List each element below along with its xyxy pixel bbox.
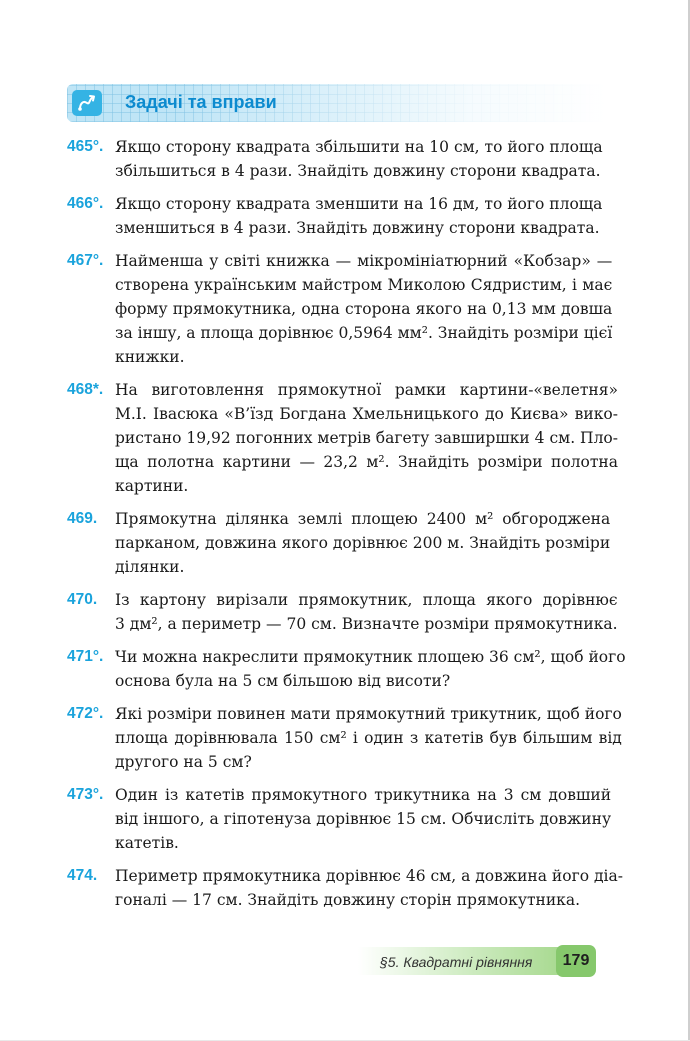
- problem-number: 466°.: [67, 195, 104, 212]
- problem-text-line: за іншу, а площа дорівнює 0,5964 мм². Знайдіть розміри цієї: [115, 324, 613, 342]
- problem-text-line: зменшиться в 4 рази. Знайдіть довжину сторони квадрата.: [115, 219, 600, 237]
- problem-number: 469.: [67, 510, 98, 527]
- problem-text-line: Чи можна накреслити прямокутник площею 36 см², щоб його: [115, 648, 626, 666]
- chapter-label: §5. Квадратні рівняння: [380, 954, 533, 970]
- problem-text-line: форму прямокутника, одна сторона якого на 0,13 мм довша: [115, 300, 613, 318]
- problem-text-line: На виготовлення прямокутної рамки картини-«велетня»: [115, 381, 618, 399]
- problem-item: [67, 192, 603, 240]
- problem-number: 468*.: [67, 381, 104, 398]
- problem-text-line: Прямокутна ділянка землі площею 2400 м² обгороджена: [115, 510, 611, 528]
- problem-number: 472°.: [67, 705, 104, 722]
- problem-item: [67, 378, 618, 498]
- problem-item: [67, 783, 612, 855]
- problem-number: 474.: [67, 867, 98, 884]
- problem-item: [67, 135, 603, 183]
- problem-number: 467°.: [67, 252, 104, 269]
- page-footer: [358, 943, 596, 979]
- problem-item: [67, 507, 611, 579]
- problem-text-line: Які розміри повинен мати прямокутний трикутник, щоб його: [115, 705, 622, 723]
- problem-text: [115, 135, 603, 183]
- problem-text-line: основа була на 5 см більшою від висоти?: [115, 672, 451, 690]
- problem-text-line: Периметр прямокутника дорівнює 46 см, а довжина його діа-: [115, 867, 623, 885]
- problem-text-line: Якщо сторону квадрата збільшити на 10 см, то його площа: [115, 138, 603, 156]
- problem-text: [115, 507, 610, 579]
- problem-text: [115, 192, 602, 240]
- problem-text-line: книжки.: [115, 348, 185, 366]
- problem-number: 470.: [67, 591, 98, 608]
- problem-text-line: 3 дм², а периметр — 70 см. Визначте розміри прямокутника.: [115, 615, 618, 633]
- problem-text-line: катетів.: [115, 834, 179, 852]
- problem-number: 473°.: [67, 786, 104, 803]
- problem-item: [67, 645, 626, 693]
- problem-text-line: картини.: [115, 477, 189, 495]
- section-title: Задачі та вправи: [125, 92, 277, 112]
- problem-text: [115, 783, 611, 855]
- problem-text-line: збільшиться в 4 рази. Знайдіть довжину сторони квадрата.: [115, 162, 601, 180]
- problem-text-line: створена українським майстром Миколою Сядристим, і має: [115, 276, 613, 294]
- problem-text-line: Із картону вирізали прямокутник, площа якого дорівнює: [115, 591, 618, 609]
- problem-text-line: гоналі — 17 см. Знайдіть довжину сторін прямокутника.: [115, 891, 581, 909]
- problem-number: 465°.: [67, 138, 104, 155]
- problem-text-line: від іншого, а гіпотенуза дорівнює 15 см. Обчисліть довжину: [115, 810, 612, 828]
- section-header: [67, 84, 607, 122]
- problem-item: [67, 864, 623, 912]
- curved-arrow-icon: [72, 90, 102, 116]
- problem-text-line: парканом, довжина якого дорівнює 200 м. Знайдіть розміри: [115, 534, 611, 552]
- problem-text: [115, 864, 623, 912]
- problem-text-line: Якщо сторону квадрата зменшити на 16 дм, то його площа: [115, 195, 603, 213]
- problem-text: [115, 378, 618, 498]
- problem-text: [115, 702, 622, 774]
- problem-text-line: Найменша у світі книжка — мікромініатюрний «Кобзар» —: [115, 252, 613, 270]
- problem-text-line: ристано 19,92 погонних метрів багету завширшки 4 см. Пло-: [115, 429, 618, 447]
- problem-item: [67, 702, 622, 774]
- problem-number: 471°.: [67, 648, 104, 665]
- problem-text-line: Один із катетів прямокутного трикутника на 3 см довший: [115, 786, 612, 804]
- problem-text-line: площа дорівнювала 150 см² і один з катетів був більшим від: [115, 729, 622, 747]
- problem-text: [115, 588, 618, 636]
- problem-text: [115, 249, 612, 369]
- problem-list: [67, 135, 626, 921]
- problem-text-line: другого на 5 см?: [115, 753, 252, 771]
- problem-text-line: ділянки.: [115, 558, 185, 576]
- problem-text: [115, 645, 626, 693]
- problem-item: [67, 249, 613, 369]
- problem-text-line: М.І. Івасюка «В’їзд Богдана Хмельницького до Києва» вико-: [115, 405, 618, 423]
- problem-item: [67, 588, 618, 636]
- problem-text-line: ща полотна картини — 23,2 м². Знайдіть розміри полотна: [115, 453, 618, 471]
- page-number: 179: [556, 945, 596, 977]
